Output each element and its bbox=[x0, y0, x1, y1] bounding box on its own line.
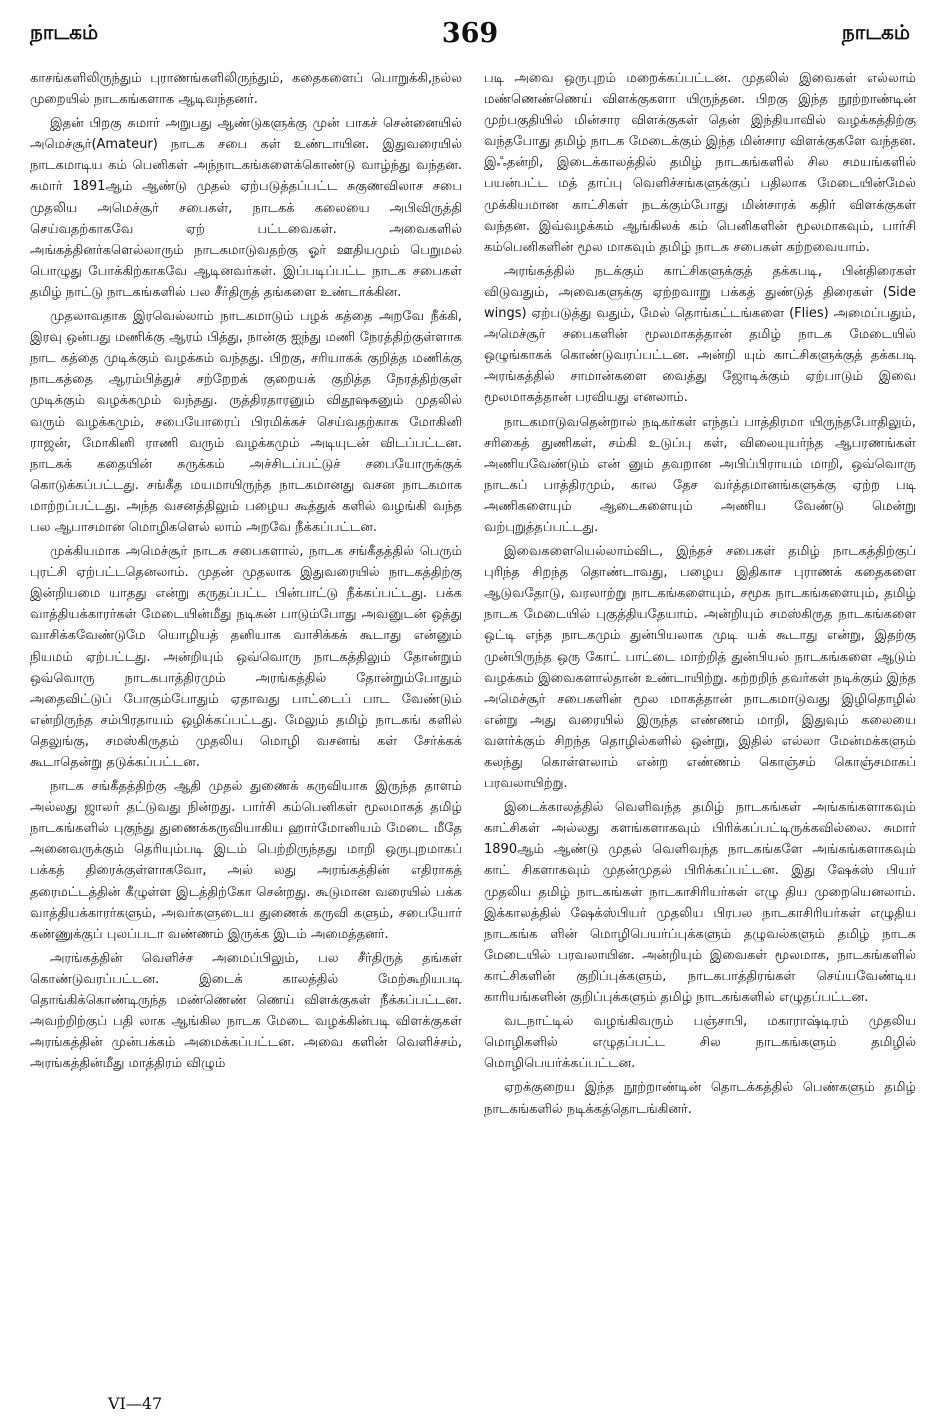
paragraph: நாடகமாடுவதென்றால் நடிகர்கள் எந்தப் பாத்திரமா யிருந்தபோதிலும், சரிகைத் துணிகள், சம்கி உடுப்பு கள், விலையுயர்ந்த ஆபரணங்கள் அணியவேண்டும் என் னும் தவறான அபிப்பிராயம் மாறி, ஒவ்வொரு நாடகப் பாத்திரமும், கால தேச வர்த்தமானங்களுக்கு ஏற்ற படி அணிகளையும் ஆடைகளையும் அணிய வேண்டு மென்று வற்புறுத்தப்பட்டது. bbox=[484, 414, 916, 535]
running-head-left: நாடகம் bbox=[30, 20, 99, 44]
right-column bbox=[484, 68, 916, 1376]
paragraph: முதலாவதாக இரவெல்லாம் நாடகமாடும் பழக் கத்தை அறவே நீக்கி, இரவு ஒன்பது மணிக்கு ஆரம் பித்து, நான்கு ஐந்து மணி நேரத்திற்குள்ளாக நாட கத்தை முடிக்கும் வழக்கம் வந்தது. பிறகு, சரியாகக் குறித்த மணிக்கு நாடகத்தை ஆரம்பித்துச் சற்றேறக் குறையக் குறித்த நேரத்திற்குள் முடிக்கும் வழக்கமும் வந்தது. ருத்திரதாரனும் விதூஷகனும் முதலில் வரும் வழக்கமும், சபையோரைப் பிரமிக்கச் செய்வதற்காக மோகினி ராஜன், மோகினி ராணி வரும் வழக்கமும் அடியுடன் விடப்பட்டன. நாடகக் கதையின் சுருக்கம் அச்சிடப்பட்டுச் சபையோருக்குக் கொடுக்கப்பட்டது. சங்கீத மயமாயிருந்த நாடகமானது வசன நாடகமாக மாற்றப்பட்டது. அந்த வசனத்திலும் பழைய கூத்துக் களில் வழங்கி வந்த பல ஆபாசமான மொழிகளெல் லாம் அறவே நீக்கப்பட்டன. bbox=[30, 309, 462, 535]
paragraph: முக்கியமாக அமெச்சூர் நாடக சபைகளால், நாடக சங்கீதத்தில் பெரும் புரட்சி ஏற்பட்டதெனலாம். முதன் முதலாக இதுவரையில் நாடகத்திற்கு இன்றியமை யாதது என்று கருதப்பட்ட பின்பாட்டு நீக்கப்பட்டது. பக்க வாத்தியக்காரர்கள் மேடையின்மீது நடிகன் பாடும்போது அவனுடன் ஒத்து வாசிக்கவேண்டுமே யொழியத் தனியாக வாசிக்கக் கூடாது என்னும் நியமம் ஏற்பட்டது. அன்றியும் ஒவ்வொரு நாடகத்திலும் தோன்றும் ஒவ்வொரு நாடகபாத்திரமும் அரங்கத்தில் தோன்றும்போதும் அதைவிட்டுப் போகும்போதும் ஏதாவது பாட்டைப் பாட வேண்டும் என்றிருந்த சம்பிரதாயம் ஒழிக்கப்பட்டது. மேலும் தமிழ் நாடகங் களில் தெலுங்கு, சமஸ்கிருதம் முதலிய மொழி வசனங் கள் சேர்க்கக் கூடாதென்று தடுக்கப்பட்டன. bbox=[30, 544, 462, 770]
paragraph: நாடக சங்கீதத்திற்கு ஆதி முதல் துணைக் கருவியாக இருந்த தாளம் அல்லது ஜாலர் தட்டுவது நின்றது. பார்சி கம்பெனிகள் மூலமாகத் தமிழ் நாடகங்களில் புகுந்து துணைக்கருவியாகிய ஹார்மோனியம் மேடை மீதே அனைவருக்கும் தெரியும்படி இடம் பெற்றிருந்தது மாறி ஒருபுறமாகப் பக்கத் திரைக்குள்ளாகவோ, அல் லது அரங்கத்தின் எதிராகத் தரைமட்டத்தின் கீழுள்ள இடத்திற்கோ சென்றது. கூடுமான வரையில் பக்க வாத்தியக்காரர்களும், அவர்களுடைய துணைக் கருவி களும், சபையோர் கண்ணுக்குப் புலப்படா வண்ணம் இருக்க இடம் அமைத்தனர். bbox=[30, 779, 462, 942]
paragraph: ஏறக்குறைய இந்த நூற்றாண்டின் தொடக்கத்தில் பெண்களும் தமிழ் நாடகங்களில் நடிக்கத்தொடங்கினர். bbox=[484, 1080, 916, 1117]
running-head-right: நாடகம் bbox=[841, 20, 910, 44]
page-number: 369 bbox=[441, 18, 499, 49]
paragraph: இவைகளையெல்லாம்விட, இந்தச் சபைகள் தமிழ் நாடகத்திற்குப் புரிந்த சிறந்த தொண்டாவது, பழைய இதிகாச புராணக் கதைகளை ஆடுவதோடு, வரலாற்று நாடகங்களையும், சமூக நாடகங்களையும், தமிழ் நாடக மேடையில் புகுத்தியதேயாம். அன்றியும் சமஸ்கிருத நாடகங்களை ஒட்டி எந்த நாடகமும் துன்பியலாக முடி யக் கூடாது என்று, இதற்கு முன்பிருந்த ஒரு கோட் பாட்டை மாற்றித் துன்பியல் நாடகங்களை ஆடும் வழக்கம் இவைகளால்தான் உண்டாயிற்று. கற்றறிந் தவர்கள் நடிக்கும் இந்த அமெச்சூர் சபைகளின் மூல மாகத்தான் நாடகமாடுவது இழிதொழில் என்று அது வரையில் இருந்த எண்ணம் மாறி, இதுவும் கலையை வளர்க்கும் சிறந்த தொழில்களில் ஒன்று, இதில் எல்லா மேன்மக்களும் கலந்து கொள்ளலாம் என்ற எண்ணம் கொஞ்சம் கொஞ்சமாகப் பரவலாயிற்று. bbox=[484, 544, 916, 792]
paragraph: படி அவை ஒருபுறம் மறைக்கப்பட்டன. முதலில் இவைகள் எல்லாம் மண்ணெண்ணெய் விளக்குகளா யிருந்தன. பிறகு இந்த நூற்றாண்டின் முற்பகுதியில் மின்சார விளக்குகள் தென் இந்தியாவில் வழக்கத்திற்கு வந்தபோது தமிழ் நாடக மேடைக்கும் இந்த மின்சார விளக்குகளே வந்தன. இஃதன்றி, இடைக்காலத்தில் தமிழ் நாடகங்களில் சில சமயங்களில் பயன்பட்ட மத் தாப்பு வெளிச்சங்களுக்குப் பதிலாக மேடையின்மேல் முக்கியமான காட்சிகள் நடக்கும்போது மின்சாரக் கதிர் விளக்குகள் வந்தன. இவ்வழக்கம் ஆங்கிலக் கம் பெனிகளின் மூலமாகவும், பார்சி கம்பெனிகளின் மூல மாகவும் தமிழ் நாடக சபைகள் கற்றவையாம். bbox=[484, 71, 916, 255]
paragraph: அரங்கத்தின் வெளிச்ச அமைப்பிலும், பல சீர்திருத் தங்கள் கொண்டுவரப்பட்டன. இடைக் காலத்தில் மேற்கூறியபடி தொங்கிக்கொண்டிருந்த மண்ணெண் ணெய் விளக்குகள் நீக்கப்பட்டன. அவற்றிற்குப் பதி லாக ஆங்கில நாடக மேடை வழக்கின்படி விளக்குகள் அரங்கத்தின் முன்பக்கம் அமைக்கப்பட்டன. அவை களின் வெளிச்சம், அரங்கத்தின்மீது மாத்திரம் விழும் bbox=[30, 950, 462, 1072]
page-header bbox=[30, 18, 910, 54]
paragraph: அரங்கத்தில் நடக்கும் காட்சிகளுக்குத் தக்கபடி, பின்திரைகள் விடுவதும், அவைகளுக்கு ஏற்றவாறு பக்கத் துண்டுத் திரைகள் (Side wings) ஏற்படுத்து வதும், மேல் தொங்கட்டங்களை (Flies) அமைப்பதும், அமெச்சூர் சபைகளின் மூலமாகத்தான் தமிழ் நாடக மேடையில் ஒழுங்காகக் கொண்டுவரப்பட்டன. அன்றி யும் காட்சிகளுக்குத் தக்கபடி அரங்கத்தில் சாமான்களை வைத்து ஜோடிக்கும் ஏற்பாடும் இவை மூலமாகத்தான் பரவியது எனலாம். bbox=[484, 263, 916, 406]
paragraph: இதன் பிறகு சுமார் அறுபது ஆண்டுகளுக்கு முன் பாகச் சென்னையில் அமெச்சூர்(Amateur) நாடக சபை கள் உண்டாயின. இதுவரையில் நாடகமாடிய கம் பெனிகள் அந்நாடகங்களைக்கொண்டு வாழ்ந்து வந்தன. சுமார் 1891ஆம் ஆண்டு முதல் ஏற்படுத்தப்பட்ட சுகுணவிலாச சபை முதலிய அமெச்சூர் சபைகள், நாடகக் கலையை அபிவிருத்தி செய்வதற்காகவே ஏற் பட்டவைகள். அவைகளில் அங்கத்தினர்களெல்லாரும் நாடகமாடுவதற்கு ஓர் ஊதியமும் பெறுமல் பொழுது போக்கிற்காகவே ஆடினவர்கள். இப்படிப்பட்ட நாடக சபைகள் தமிழ் நாட்டு நாடகங்களில் பல சீர்திருத் தங்களை உண்டாக்கின. bbox=[30, 116, 462, 300]
left-column bbox=[30, 68, 462, 1376]
paragraph: இடைக்காலத்தில் வெளிவந்த தமிழ் நாடகங்கள் அங்கங்களாகவும் காட்சிகள் அல்லது களங்களாகவும் பிரிக்கப்பட்டிருக்கவில்லை. சுமார் 1890ஆம் ஆண்டு முதல் வெளிவந்த நாடகங்களே அங்கங்களாகவும் காட் சிகளாகவும் முதன்முதல் பிரிக்கப்பட்டன. இது ஷேக்ஸ் பியர் முதலிய தமிழ் நாடகங்கள் நாடகாசிரியர்கள் எழு திய முறையெனலாம். இக்காலத்தில் ஷேக்ஸ்பியர் முதலிய பிரபல நாடகாசிரியர்கள் எழுதிய நாடகங்க ளின் மொழிபெயர்ப்புக்களும் தழுவல்களும் தமிழ் நாடக மேடையில் பரவலாயின. அன்றியும் இவைகள் மூலமாக, நாடகங்களில் காட்சிகளின் குறிப்புக்களும், நாடகபாத்திரங்கள் செய்யவேண்டிய காரியங்களின் குறிப்புக்களும் தமிழ் நாடகங்களில் எழுதப்பட்டன. bbox=[484, 800, 916, 1006]
paragraph: வடநாட்டில் வழங்கிவரும் பஞ்சாபி, மகாராஷ்டிரம் முதலிய மொழிகளில் எழுதப்பட்ட சில நாடகங்களும் தமிழில் மொழிபெயர்க்கப்பட்டன. bbox=[484, 1014, 916, 1072]
paragraph: காசங்களிலிருந்தும் புராணங்களிலிருந்தும், கதைகளைப் பொறுக்கி,நல்ல முறையில் நாடகங்களாக ஆடிவந்தனர். bbox=[30, 71, 462, 108]
signature-mark: VI—47 bbox=[108, 1394, 163, 1413]
